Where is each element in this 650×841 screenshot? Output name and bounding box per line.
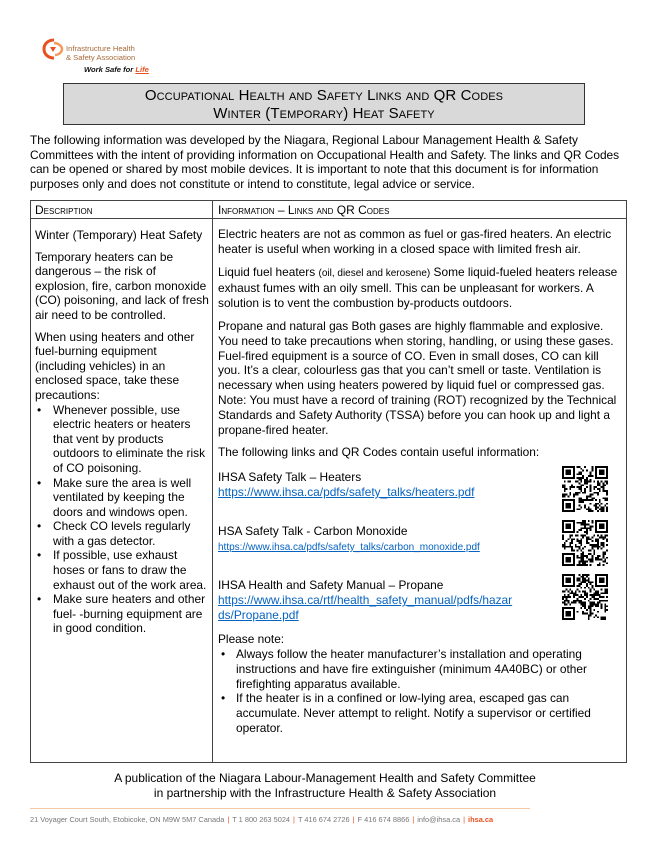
description-paragraph-2: When using heaters and other fuel-burning equipment (including vehicles) in an enclosed space, take these precautions:: [35, 329, 195, 402]
publication-line-2: in partnership with the Infrastructure Health & Safety Association: [153, 785, 497, 800]
description-paragraph-1: Temporary heaters can be dangerous – the risk of explosion, fire, carbon monoxide (CO) poisoning, and lack of fresh air need to be controlled.: [35, 249, 209, 322]
list-item: • If possible, use exhaust hoses or fans to draw the exhaust out of the work area.: [35, 548, 210, 592]
header-divider: [31, 218, 626, 219]
resource-propane: [218, 578, 622, 624]
list-item: • Make sure the area is well ventilated by keeping the doors and windows open.: [35, 476, 210, 520]
header-information: Information – Links and QR Codes: [218, 203, 390, 217]
footer-rule: [30, 808, 530, 809]
footer-email[interactable]: info@ihsa.ca: [417, 815, 461, 824]
title-line-2: Winter (Temporary) Heat Safety: [213, 105, 435, 122]
resource-title: IHSA Safety Talk – Heaters: [218, 470, 362, 485]
logo-name-line-1: Infrastructure Health: [66, 44, 135, 53]
ihsa-logo-icon: [42, 38, 66, 60]
links-intro: The following links and QR Codes contain useful information:: [218, 445, 540, 460]
intro-paragraph: The following information was developed by the Niagara, Regional Labour Management Health & Safety Committees with the intent of providing information on Occupational Health and Safety. The links and QR Codes can be opened or shared by most mobile devices. It is important to note that this document is for information purposes only and does not constitute or intend to constitute, legal advice or service.: [30, 133, 620, 191]
document-title: [63, 83, 585, 125]
qr-code-icon[interactable]: [562, 466, 608, 512]
publication-credit: [0, 771, 650, 800]
list-item: • Make sure heaters and other fuel- -burning equipment are in good condition.: [35, 592, 210, 636]
resource-link-propane[interactable]: https://www.ihsa.ca/rtf/health_safety_manual/pdfs/hazards/Propane.pdf: [218, 592, 513, 622]
liquid-fuel-types: (oil, diesel and kerosene): [318, 267, 431, 279]
precautions-list: [35, 403, 210, 637]
info-table: [30, 200, 627, 763]
resource-title: IHSA Health and Safety Manual – Propane: [218, 578, 444, 593]
note-label: Please note:: [218, 632, 285, 647]
propane-paragraph: Propane and natural gas Both gases are highly flammable and explosive. You need to take precautions when storing, handling, or using these gases. Fuel-fired equipment is a source of CO. Even in small doses, CO can kill you. It’s a clear, colourless gas that you can’t smell or taste. Ventilation is necessary when using heaters powered by liquid fuel or compressed gas. Note: You must have a record of training (ROT) recognized by the Technical Standards and Safety Authority (TSSA) before you can hook up and light a propane-fired heater.: [218, 318, 617, 437]
electric-heaters-paragraph: Electric heaters are not as common as fuel or gas-fired heaters. An electric heater is useful when working in a closed space with limited fresh air.: [218, 227, 612, 256]
logo-tagline: [84, 65, 149, 74]
description-cell: [31, 228, 210, 636]
title-line-1: Occupational Health and Safety Links and QR Codes: [144, 87, 504, 104]
list-item: • If the heater is in a confined or low-lying area, escaped gas can accumulate. Never attempt to relight. Notify a supervisor or certified operator.: [218, 691, 622, 735]
logo-tagline-life: Life: [135, 65, 149, 74]
footer-website[interactable]: ihsa.ca: [468, 815, 494, 824]
liquid-fuel-paragraph: [218, 265, 622, 311]
description-topic: Winter (Temporary) Heat Safety: [35, 228, 203, 242]
resource-title: HSA Safety Talk - Carbon Monoxide: [218, 524, 408, 539]
qr-code-icon[interactable]: [562, 574, 608, 620]
logo-name-line-2: & Safety Association: [66, 53, 136, 62]
footer-tollfree: T 1 800 263 5024: [232, 815, 291, 824]
list-item: • Always follow the heater manufacturer’s installation and operating instructions and have fire extinguisher (minimum 4A40BC) or other firefighting apparatus available.: [218, 647, 622, 691]
logo-tagline-prefix: Work Safe for: [84, 65, 136, 74]
header-description: Description: [35, 203, 93, 217]
list-item: • Whenever possible, use electric heaters or heaters that vent by products outdoors to eliminate the risk of CO poisoning.: [35, 403, 210, 476]
resource-link-heaters[interactable]: https://www.ihsa.ca/pdfs/safety_talks/heaters.pdf: [218, 484, 475, 499]
resource-heaters: [218, 470, 622, 516]
resource-carbon-monoxide: [218, 524, 622, 570]
footer-fax: F 416 674 8866: [357, 815, 410, 824]
footer-phone: T 416 674 2726: [297, 815, 350, 824]
list-item: • Check CO levels regularly with a gas detector.: [35, 519, 210, 548]
ihsa-logo: [42, 34, 202, 84]
resource-link-carbon-monoxide[interactable]: https://www.ihsa.ca/pdfs/safety_talks/carbon_monoxide.pdf: [218, 541, 480, 553]
liquid-fuel-rest: Some liquid-fueled heaters release exhaust fumes with an oily smell. This can be unpleasant for workers. A solution is to vent the combustion by-products outdoors.: [218, 264, 618, 311]
column-divider: [212, 201, 213, 762]
information-cell: [218, 227, 622, 736]
footer-address: 21 Voyager Court South, Etobicoke, ON M9W 5M7 Canada: [30, 815, 225, 824]
liquid-fuel-lead: Liquid fuel heaters: [218, 264, 319, 279]
publication-line-1: A publication of the Niagara Labour-Management Health and Safety Committee: [114, 771, 536, 785]
notes-list: [218, 647, 622, 736]
footer-contact: 21 Voyager Court South, Etobicoke, ON M9W 5M7 Canada | T 1 800 263 5024 | T 416 674 2726 | F 416 674 8866 | info@ihsa.ca | ihsa.ca: [30, 815, 494, 824]
qr-code-icon[interactable]: [562, 520, 608, 566]
